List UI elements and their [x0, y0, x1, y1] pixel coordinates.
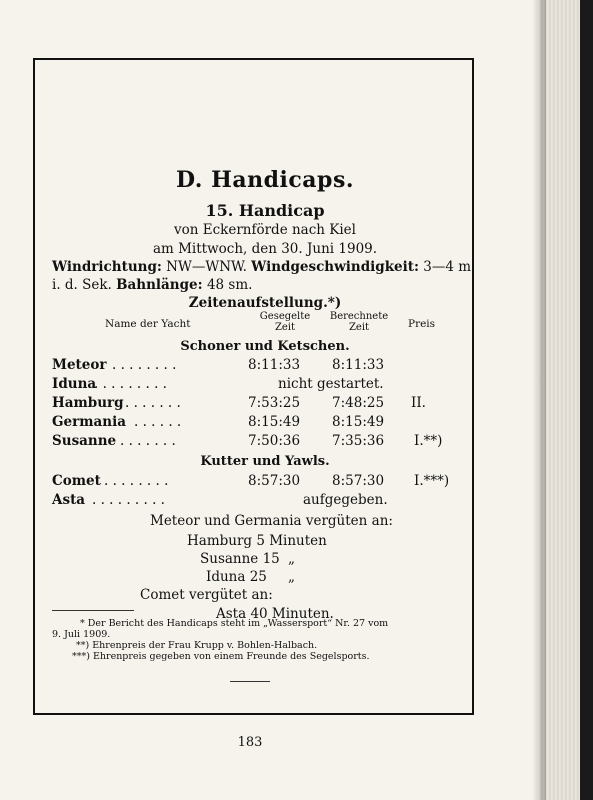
yacht-name: Hamburg: [52, 395, 124, 411]
allowance-line-6: Asta 40 Minuten.: [216, 606, 334, 622]
sailed-time: 7:50:36: [248, 433, 301, 449]
leader-dots: . . . . . . . . .: [94, 376, 167, 392]
leader-dots: . . . . . . .: [125, 395, 181, 411]
group-title-cutters: Kutter und Yawls.: [200, 454, 330, 469]
header-sailed-line2: Zeit: [274, 322, 296, 333]
calculated-time: 7:48:25: [332, 395, 385, 411]
yacht-name: Meteor: [52, 357, 107, 373]
page-edges: [540, 0, 580, 800]
wind-direction-value: NW—WNW.: [166, 259, 247, 275]
conditions-line-2: [52, 277, 252, 293]
page-gutter-shadow: [532, 0, 546, 800]
wind-speed-value: 3—4 m: [423, 259, 472, 275]
sailed-time: 8:11:33: [248, 357, 301, 373]
yacht-name: Comet: [52, 473, 101, 489]
yacht-name: Iduna: [52, 376, 97, 392]
course-length-label: Bahnlänge:: [116, 277, 203, 293]
sailed-time: 8:15:49: [248, 414, 301, 430]
table-title: Zeitenaufstellung.*): [188, 295, 342, 311]
header-prize: Preis: [408, 318, 436, 330]
allowance-line-2: Hamburg 5 Minuten: [187, 533, 327, 549]
header-calc-line2: Zeit: [348, 322, 370, 333]
calculated-time: 7:35:36: [332, 433, 385, 449]
header-calc-line1: Berechnete: [329, 311, 389, 322]
footnote-1-cont: 9. Juli 1909.: [52, 629, 111, 640]
footnote-1: * Der Bericht des Handicaps steht im „Wassersport“ Nr. 27 vom: [80, 618, 389, 629]
race-title: 15. Handicap: [205, 201, 325, 220]
header-name: Name der Yacht: [105, 318, 191, 330]
race-route: von Eckernförde nach Kiel: [174, 222, 356, 238]
calculated-time: 8:57:30: [332, 473, 385, 489]
yacht-name: Susanne: [52, 433, 117, 449]
sailed-time: 7:53:25: [248, 395, 301, 411]
prize: I.**): [414, 433, 443, 449]
calculated-time: 8:11:33: [332, 357, 385, 373]
page-number: 183: [237, 735, 263, 750]
footnote-2: **) Ehrenpreis der Frau Krupp v. Bohlen-Halbach.: [76, 640, 318, 651]
header-calculated-time: [328, 311, 390, 333]
course-length-value: 48 sm.: [206, 277, 253, 293]
leader-dots: . . . . . . . .: [112, 357, 177, 373]
allowance-line-3: Susanne 15: [200, 551, 280, 567]
sailed-time: 8:57:30: [248, 473, 301, 489]
footnote-3: ***) Ehrenpreis gegeben von einem Freunde des Segelsports.: [72, 651, 370, 662]
allowance-line-1: Meteor und Germania vergüten an:: [150, 513, 393, 529]
leader-dots: . . . . . .: [134, 414, 182, 430]
group-title-schooners: Schoner und Ketschen.: [180, 339, 350, 354]
status-note: nicht gestartet.: [278, 376, 384, 392]
leader-dots: . . . . . . . .: [104, 473, 169, 489]
leader-dots: . . . . . . .: [120, 433, 176, 449]
prize: I.***): [414, 473, 450, 489]
section-title: D. Handicaps.: [176, 167, 354, 193]
header-sailed-line1: Gesegelte: [259, 311, 311, 322]
wind-speed-value-cont: i. d. Sek.: [52, 277, 112, 293]
header-sailed-time: [255, 311, 315, 333]
status-note: aufgegeben.: [303, 492, 388, 508]
allowance-line-5: Comet vergütet an:: [140, 587, 273, 603]
wind-direction-label: Windrichtung:: [52, 259, 162, 275]
wind-speed-label: Windgeschwindigkeit:: [251, 259, 419, 275]
leader-dots: . . . . . . . . .: [92, 492, 165, 508]
yacht-name: Germania: [52, 414, 126, 430]
race-date: am Mittwoch, den 30. Juni 1909.: [152, 241, 378, 257]
conditions-line-1: [52, 259, 471, 275]
end-rule: [230, 681, 270, 682]
yacht-name: Asta: [52, 492, 86, 508]
footnote-rule: [52, 610, 134, 611]
allowance-line-4: Iduna 25: [206, 569, 267, 585]
ditto-mark: „: [288, 551, 295, 567]
calculated-time: 8:15:49: [332, 414, 385, 430]
ditto-mark: „: [288, 569, 295, 585]
prize: II.: [411, 395, 426, 411]
